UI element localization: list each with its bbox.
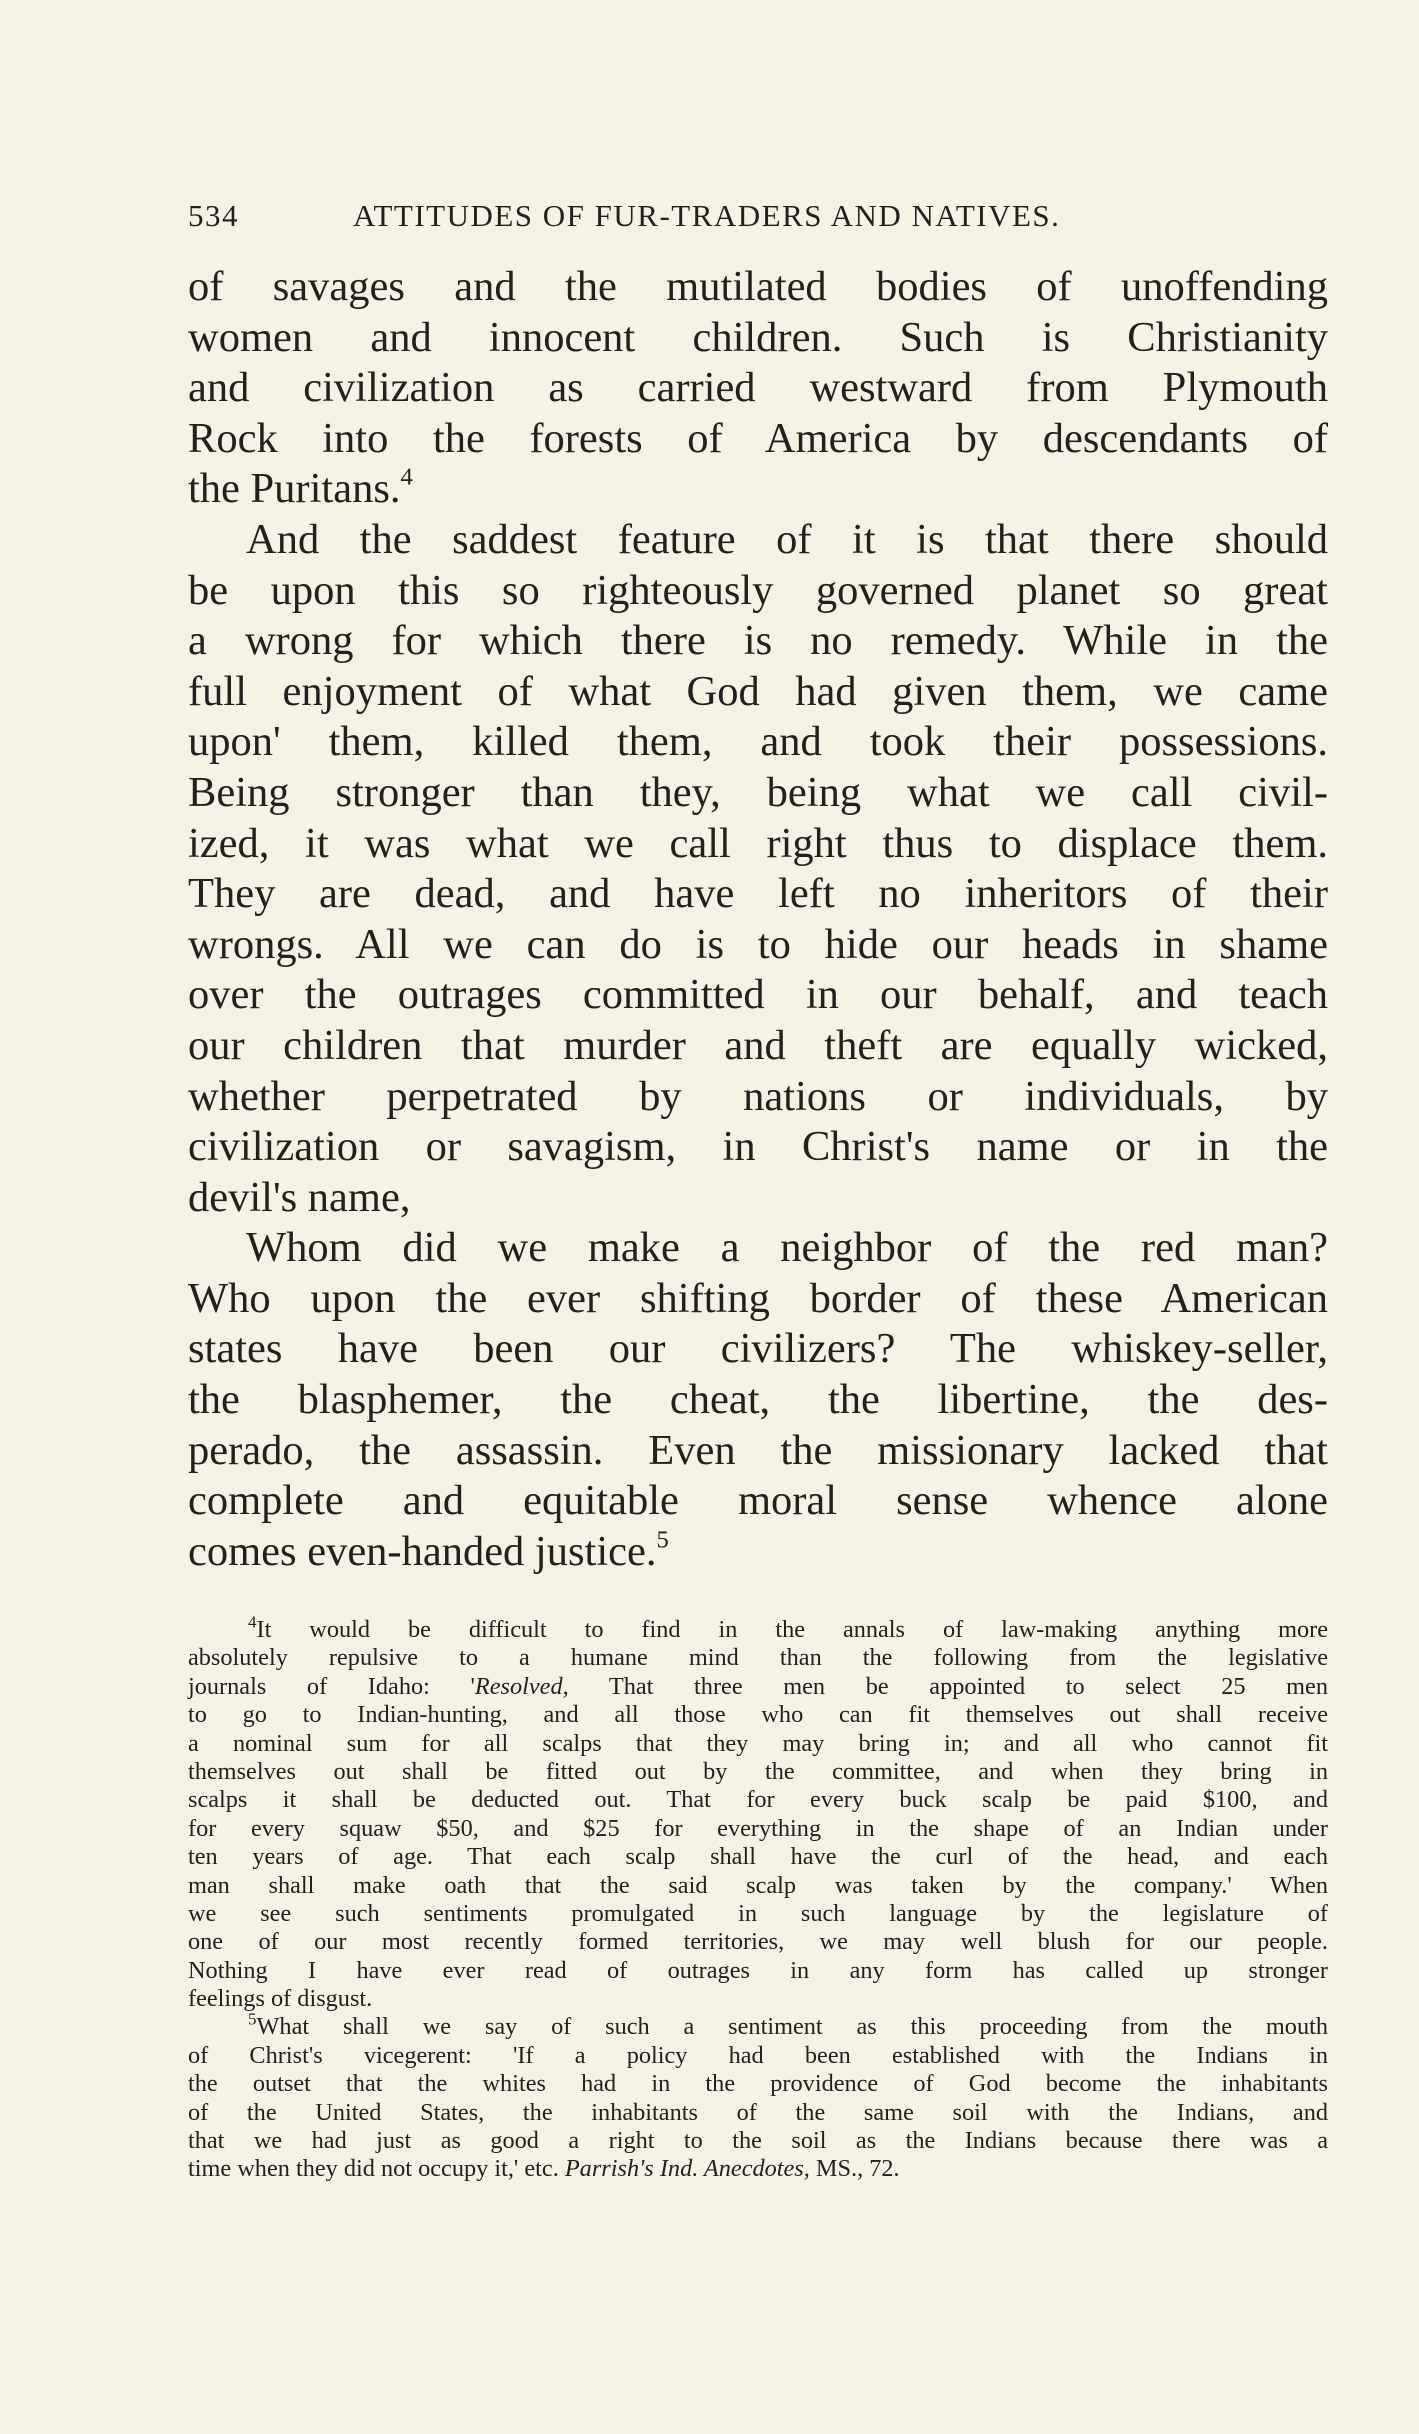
citation-title: Parrish's Ind. Anecdotes, — [564, 2155, 810, 2183]
footnote-line: to go to Indian-hunting, and all those who can fit themselves out shall receive — [188, 1701, 1328, 1729]
footnote-reference-4: 4 — [400, 463, 413, 491]
main-text — [188, 262, 1328, 1577]
running-head — [188, 198, 1328, 244]
text-line: Rock into the forests of America by descendants of — [188, 414, 1328, 462]
text-line — [188, 1527, 1328, 1578]
footnote-reference-5: 5 — [656, 1526, 669, 1554]
text-line: our children that murder and theft are equally wicked, — [188, 1021, 1328, 1069]
footnote-line — [188, 2010, 1328, 2041]
footnote-line: feelings of disgust. — [188, 1985, 373, 2013]
footnote-line: themselves out shall be fitted out by the committee, and when they bring in — [188, 1757, 1328, 1785]
text-line: a wrong for which there is no remedy. While in the — [188, 617, 1328, 665]
text-line: states have been our civilizers? The whiskey-seller, — [188, 1325, 1328, 1373]
text-line: complete and equitable moral sense whence alone — [188, 1477, 1328, 1525]
open-quote: ' — [470, 1672, 475, 1700]
footnote-number: 5 — [248, 2010, 257, 2030]
footnote-line — [188, 2155, 1328, 2183]
text-line: whether perpetrated by nations or individuals, by — [188, 1072, 1328, 1120]
text-line: wrongs. All we can do is to hide our heads in shame — [188, 920, 1328, 968]
text-line: women and innocent children. Such is Christianity — [188, 313, 1328, 361]
footnote-text: time when they did not occupy it,' etc. — [188, 2155, 559, 2183]
footnote-line — [188, 1612, 1328, 1644]
footnote-line: of Christ's vicegerent: 'If a policy had been established with the Indians in — [188, 2041, 1328, 2069]
citation-location: MS., 72. — [815, 2155, 900, 2183]
footnote-line: a nominal sum for all scalps that they may bring in; and all who cannot fit — [188, 1729, 1328, 1757]
footnote-text: journals of Idaho: — [188, 1672, 430, 1700]
text-line: full enjoyment of what God had given them, we came — [188, 667, 1328, 715]
footnote-5 — [188, 2010, 1328, 2183]
text-line: the blasphemer, the cheat, the libertine, the des- — [188, 1376, 1328, 1424]
text-line: Being stronger than they, being what we call civil- — [188, 768, 1328, 816]
footnote-number: 4 — [248, 1612, 257, 1632]
text-line: ized, it was what we call right thus to displace them. — [188, 819, 1328, 867]
footnote-line: of the United States, the inhabitants of the same soil with the Indians, and — [188, 2098, 1328, 2126]
paragraph-start-line: And the saddest feature of it is that there should — [246, 515, 1328, 563]
running-head-title: ATTITUDES OF FUR-TRADERS AND NATIVES. — [353, 198, 1061, 233]
page-number: 534 — [188, 198, 239, 233]
text-line: civilization or savagism, in Christ's name or in the — [188, 1123, 1328, 1171]
footnote-4 — [188, 1612, 1328, 2013]
text-line: perado, the assassin. Even the missionary lacked that — [188, 1426, 1328, 1474]
footnotes — [188, 1612, 1328, 2184]
footnote-line: the outset that the whites had in the providence of God become the inhabitants — [188, 2070, 1328, 2098]
text-line: and civilization as carried westward from Plymouth — [188, 364, 1328, 412]
text-line: be upon this so righteously governed planet so great — [188, 566, 1328, 614]
text-line: of savages and the mutilated bodies of unoffending — [188, 263, 1328, 310]
footnote-line: one of our most recently formed territories, we may well blush for our people. — [188, 1928, 1328, 1956]
footnote-line: scalps it shall be deducted out. That for every buck scalp be paid $100, and — [188, 1786, 1328, 1814]
text-line — [188, 464, 1328, 515]
footnote-line: absolutely repulsive to a humane mind than the following from the legislative — [188, 1644, 1328, 1672]
text-line: Who upon the ever shifting border of these American — [188, 1274, 1328, 1322]
footnote-line — [188, 1673, 1328, 1701]
text-line: over the outrages committed in our behalf, and teach — [188, 971, 1328, 1019]
footnote-line: man shall make oath that the said scalp was taken by the company.' When — [188, 1871, 1328, 1899]
text-fragment: the Puritans. — [188, 465, 401, 513]
italic-resolved: Resolved, — [474, 1672, 569, 1700]
footnote-text: That three men be appointed to select 25 men — [608, 1672, 1328, 1700]
paragraph-start-line: Whom did we make a neighbor of the red man? — [246, 1224, 1328, 1272]
footnote-line: that we had just as good a right to the soil as the Indians because there was a — [188, 2127, 1328, 2155]
footnote-text: What shall we say of such a sentiment as this proceeding from the mouth — [256, 2013, 1328, 2041]
footnote-line: we see such sentiments promulgated in such language by the legislature of — [188, 1899, 1328, 1927]
text-line: upon' them, killed them, and took their possessions. — [188, 718, 1328, 766]
text-fragment: comes even-handed justice. — [188, 1527, 657, 1575]
footnote-line: Nothing I have ever read of outrages in any form has called up stronger — [188, 1956, 1328, 1984]
text-line: devil's name, — [188, 1173, 411, 1221]
text-line: They are dead, and have left no inheritors of their — [188, 870, 1328, 918]
footnote-line: for every squaw $50, and $25 for everything in the shape of an Indian under — [188, 1814, 1328, 1842]
footnote-line: ten years of age. That each scalp shall have the curl of the head, and each — [188, 1843, 1328, 1871]
footnote-text: It would be difficult to find in the annals of law-making anything more — [256, 1616, 1328, 1643]
